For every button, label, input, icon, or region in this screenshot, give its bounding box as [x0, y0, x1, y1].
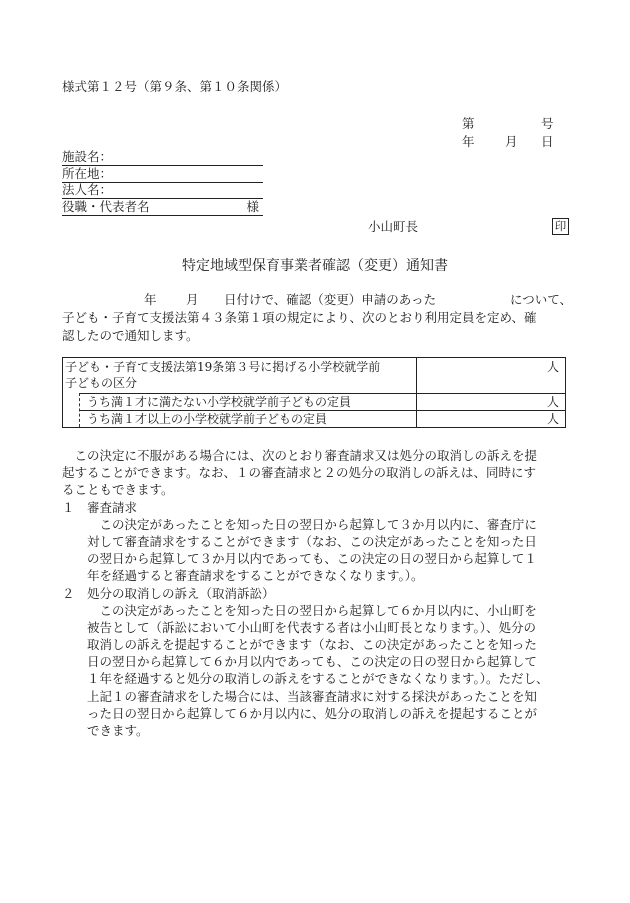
table-unit: 人: [546, 412, 559, 426]
doc-number-suffix: 号: [541, 116, 554, 131]
table-row-label: うち満１才に満たない小学校就学前子どもの定員: [87, 395, 352, 409]
corporation-name-field[interactable]: [62, 182, 263, 199]
seal-mark: 印: [552, 218, 569, 235]
appeal-line: の翌日から起算して３か月以内であっても、この決定の日の翌日から起算して１: [62, 551, 537, 567]
table-row-divider: [79, 393, 565, 394]
facility-name-field[interactable]: [62, 149, 263, 166]
appeal-line: できます。: [62, 723, 149, 738]
form-number: 様式第１２号（第９条、第１０条関係）: [62, 79, 288, 94]
appeal-line: 年を経過すると審査請求をすることができなくなります。）。: [62, 568, 424, 584]
appeal-line: 上記１の審査請求をした場合には、当該審査請求に対する採決があったことを知: [62, 688, 537, 704]
section-heading: ２ 処分の取消しの訴え（取消訴訟）: [62, 585, 275, 601]
appeal-line: この決定があったことを知った日の翌日から起算して３か月以内に、審査庁に: [62, 516, 537, 532]
appeal-line: 対して審査請求をすることができます（なお、この決定があったことを知った日: [62, 533, 537, 549]
address-field[interactable]: [62, 166, 263, 183]
appeal-line: ることもできます。: [62, 482, 174, 498]
address-label: 所在地：: [62, 166, 113, 181]
table-row-label: うち満１才以上の小学校就学前子どもの定員: [87, 412, 328, 426]
table-unit: 人: [546, 360, 559, 374]
intro-line-3: 認したので通知します。: [62, 328, 199, 343]
appeal-line: 取消しの訴えを提起することができます（なお、この決定があったことを知った: [62, 637, 537, 653]
appeal-notice: [62, 447, 577, 739]
mayor-name: 小山町長: [368, 219, 419, 234]
table-row-label: 子どもの区分: [65, 376, 138, 390]
doc-number-label: 第: [462, 116, 475, 131]
document-title: 特定地域型保育事業者確認（変更）通知書: [182, 258, 448, 274]
table-row-divider: [79, 410, 565, 411]
table-row-label: 子ども・子育て支援法第19条第３号に掲げる小学校就学前: [65, 360, 381, 374]
corporation-label: 法人名：: [62, 182, 113, 197]
date-day-label: 日: [541, 134, 554, 149]
facility-label: 施設名：: [62, 149, 113, 164]
section-heading: １ 審査請求: [62, 499, 138, 515]
intro-month: 月: [186, 292, 199, 307]
intro-paragraph: [62, 291, 572, 345]
appeal-line: この決定があったことを知った日の翌日から起算して６か月以内に、小山町を: [62, 602, 537, 618]
appeal-line: １年を経過すると処分の取消しの訴えをすることができなくなります。）。ただし、: [62, 671, 549, 687]
capacity-table: [62, 357, 566, 428]
table-bracket: [79, 393, 80, 427]
representative-label: 役職・代表者名: [62, 199, 150, 214]
date-month-label: 月: [505, 134, 518, 149]
intro-main: 日付けで、確認（変更）申請のあった: [224, 292, 437, 307]
honorific: 様: [246, 199, 259, 214]
date-year-label: 年: [462, 134, 475, 149]
appeal-line: 日の翌日から起算して６か月以内であっても、この決定の日の翌日から起算して: [62, 654, 537, 670]
appeal-line: この決定に不服がある場合には、次のとおり審査請求又は処分の取消しの訴えを提: [62, 448, 538, 463]
intro-tail: について、: [510, 292, 573, 307]
intro-year: 年: [144, 292, 157, 307]
representative-field[interactable]: [62, 199, 263, 216]
intro-line-2: 子ども・子育て支援法第４３条第１項の規定により、次のとおり利用定員を定め、確: [62, 310, 537, 325]
appeal-line: った日の翌日から起算して６か月以内に、処分の取消しの訴えを提起することが: [62, 705, 538, 721]
appeal-line: 被告として（訴訟において小山町を代表する者は小山町長となります。）、処分の: [62, 619, 537, 635]
appeal-line: 起することができます。なお、１の審査請求と２の処分の取消しの訴えは、同時にす: [62, 465, 537, 481]
table-unit: 人: [546, 395, 559, 409]
